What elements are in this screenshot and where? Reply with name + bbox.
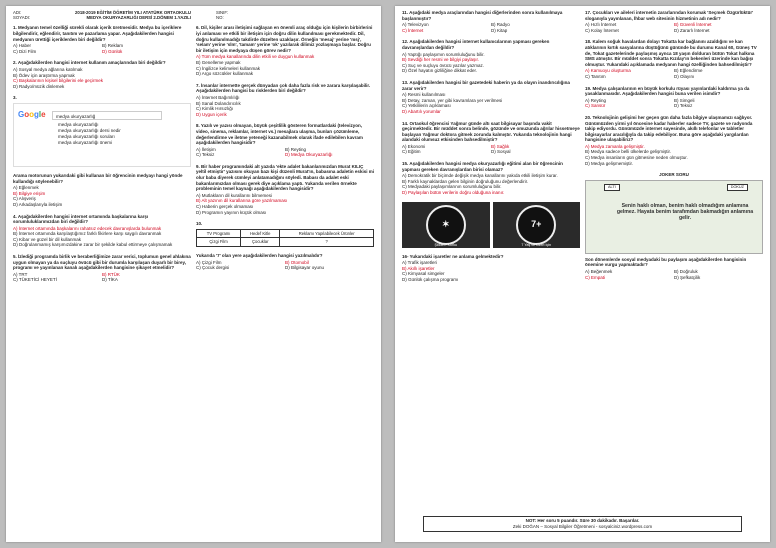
class-label: SINIF: — [216, 10, 229, 15]
option: C) Haberin gerçek olmaması — [196, 204, 254, 210]
options — [402, 22, 580, 33]
table-header-cell: TV Programı — [197, 229, 241, 238]
left-sign: ALTI — [604, 184, 620, 192]
age-caption: 7 Yaş ve Üzeri İçin — [521, 242, 552, 247]
option: C) Kibar ve güzel bir dil kullanmak — [13, 236, 82, 242]
table-cell: Çizgi Film — [197, 238, 241, 247]
joker-image — [585, 180, 763, 254]
question — [402, 254, 580, 283]
table-cell: Çocuklar — [241, 238, 280, 247]
option: C) Sansür — [585, 103, 606, 109]
name-label: ADI: — [13, 10, 22, 15]
option: B) Sanal Dolandırıcılık — [196, 100, 241, 106]
question-text: Arama motorunun yukarıdaki gibi kullanan bir öğrencinin medyayı hangi yönde kullandığı söylenebilir? — [13, 172, 183, 184]
surname-label: SOYADI: — [13, 15, 31, 21]
question — [196, 164, 374, 215]
suggestion: medya okuryazarlığı soruları — [58, 133, 115, 139]
option: D) Bilgisayar oyunu — [285, 265, 325, 271]
question-text: Yukarıda '7' olan yere aşağıdakilerden hangisi yazılmalıdır? — [196, 253, 323, 258]
option: A) İnternet ortamında başkalarını rahatsız edecek davranışlarda bulunmak — [13, 225, 162, 231]
question — [196, 221, 374, 247]
option: D) Medya Okuryazarlığı — [285, 152, 333, 158]
options — [402, 260, 580, 282]
question-text: 19. Medya çalışanlarının en büyük korkulu rüyası yayınlardaki kaldırma ya da yasaklanmasıdır. Aşağıdakilerden hangisi buna verilen isimdir? — [585, 85, 750, 97]
question — [13, 254, 191, 283]
option: C) Tanıtım — [585, 73, 606, 79]
violence-icon: ✶ — [426, 205, 466, 245]
school-title: 2018-2019 EĞİTİM ÖĞRETİM YILI ATATÜRK ORTAOKULU — [75, 10, 191, 15]
option: B) İnternet ortamında karşılaştığımız farklı fikirlere karşı saygılı davranmak — [13, 231, 162, 237]
question-text: 2. Aşağıdakilerden hangisi internet kullanım amaçlarından biri değildir? — [13, 60, 166, 66]
question — [13, 95, 191, 167]
suggestion: medya okuryazarlığı dersi nedir — [58, 127, 121, 133]
question — [196, 123, 374, 158]
question-text: 8. Yazılı ve yazısı olmayan, büyük çeşitlilik gösteren formatlardaki (televizyon, video, sinema, reklamlar, internet vs.) mesajlara ulaşma, bunları çözümleme, değerlendirme ve iletme yeteneği kazanabilmek olarak ifade edilebilen kavram aşağıdakilerden hangisidir? — [196, 123, 363, 146]
option: C) Teksiz — [196, 152, 215, 158]
option: B) Simgeli — [674, 97, 695, 103]
option: D) Olayını — [674, 73, 695, 79]
table-row — [197, 238, 374, 247]
option: B) Akıllı işaretler — [402, 265, 435, 271]
search-suggestions — [58, 122, 121, 146]
option: B) Güvenli İnternet — [674, 22, 712, 28]
right-sign: DOKUZ — [727, 184, 748, 192]
question-text: 15. Aşağıdakilerden hangisi medya okuryazarlığı eğitimi alan bir öğrencinin yapması gereken davranışlardan birisi olamaz? — [402, 161, 563, 172]
question — [13, 214, 191, 249]
option: D) Günlük — [102, 48, 123, 54]
logo-letter: e — [41, 109, 46, 119]
question-text: 16- Yukarıdaki işaretler ne anlama gelmektedir? — [402, 253, 504, 259]
option: C) Kimlik Hırsızlığı — [196, 106, 233, 112]
rating-symbols — [402, 202, 580, 248]
options — [13, 185, 191, 207]
logo-letter: g — [34, 109, 39, 119]
option: A) Beğenmek — [585, 269, 613, 275]
option: B) Sevdiği her resmi ve bilgiyi paylaşır. — [402, 57, 480, 63]
option: C) Yetkililerin açıklaması — [402, 103, 451, 109]
option: A) Sosyal medya ağlarına katılmak — [13, 66, 83, 72]
tv-program-table — [196, 229, 374, 247]
option: A) Reyting — [585, 97, 607, 103]
google-search-image — [13, 103, 191, 167]
question-text: Son dönemlerde sosyal medyadaki bu paylaşım aşağıdakilerden hangisinin önemine vurgu yapmaktadır? — [585, 256, 747, 268]
joker-title: JOKER SORU — [659, 172, 689, 178]
option: C) Çocuk dergisi — [196, 265, 230, 271]
option: C) Dizi Film — [13, 48, 37, 54]
page1-right-column — [196, 10, 374, 538]
option: C) Başkalarının kişisel bilgilerini ele geçirmek — [13, 78, 104, 84]
options — [585, 144, 763, 166]
question-text: 5. İzlediği programda birlik ve beraberliğimize zarar verici, toplumun genel ahlakına uygun olmayan ya da suçluyu övücü gibi bir durumla karşılaşan duyarlı bir birey, programı ve yayınlanan kanalı aşağıdakilerden hangisine şikayet etmelidir? — [13, 254, 191, 271]
questions-17-20 — [585, 10, 763, 166]
option: C) Alışveriş — [13, 196, 36, 202]
option: B) Radyo — [491, 22, 510, 28]
page-1 — [6, 6, 381, 542]
option: C) Suç ve suçluyu övücü yazılar yazmaz. — [402, 62, 485, 68]
option: C) İnternet — [402, 27, 424, 33]
option: D) TİKA — [102, 277, 118, 283]
question-text: 9. Bir haber programındaki alt yazıda 'ekte adalet bakanlarımızdan Murat KILIÇ yeltil etmiştir' yazısını okuyan bazı kişi düzenli Murat'ın, babasına adaletin eskisi mi olur baba diyerek cümleyi anlatamadığını söyledi. Babası da adalet eski bakanlarımızdan olması gerek diye açıklama yaptı. Yukarıda verilen örnekte probleminin temel kaynağı aşağıdakilerden hangisidir? — [196, 163, 374, 192]
option: A) İnternet Bağımlılığı — [196, 94, 240, 100]
option: D) Argo sözcükler kullanmak — [196, 71, 254, 77]
option: A) Haber — [13, 43, 32, 49]
question — [196, 83, 374, 118]
question-text: 4. Aşağıdakilerden hangisi internet ortamında başkalarına karşı sorumluluklarımızdan biri değildir? — [13, 213, 149, 225]
option: D) Uygun içerik — [196, 111, 227, 117]
option: C) Eğitim — [402, 149, 421, 155]
option: A) Kamuoyu oluşturma — [585, 68, 631, 74]
option: C) Medya insanların gün gitmesine neden olmuştur. — [585, 155, 688, 161]
question-text: 10. — [196, 221, 203, 227]
options — [585, 22, 763, 33]
page-2 — [395, 6, 770, 542]
option: B) Alt yazının dil kurallarına göre yazılmaması — [196, 198, 288, 204]
option: D) Arkadaşlarıyla iletişim — [13, 201, 63, 207]
question — [585, 86, 763, 109]
suggestion: medya okuryazarlığı — [58, 121, 99, 127]
footer-line-2: Zeki DOĞAN – Sosyal Bilgiler Öğretmeni - sosyalciniz.wordpress.com — [512, 524, 653, 529]
page2-left-column — [402, 10, 580, 538]
options — [13, 67, 191, 89]
option: D) Zararlı İnternet — [674, 27, 710, 33]
option: A) Resmi kullanılması — [402, 92, 446, 98]
question-text: 11. Aşağıdaki medya araçlarından hangisi diğerlerinden sonra kullanılmaya başlanmıştır? — [402, 10, 563, 21]
no-label: NO: — [216, 15, 224, 21]
option: A) Televizyon — [402, 22, 429, 28]
options — [13, 226, 191, 248]
option: D) Paylaşılan bütün verilerin doğru olduğuna inanır. — [402, 190, 505, 196]
google-logo — [18, 109, 46, 119]
footer-line-1: NOT: Her soru 5 puandır. Süre 30 dakikadır. Başarılar. — [525, 518, 640, 523]
option: B) Detay, zaman, yer gibi kavramlara yer verilmesi — [402, 97, 503, 103]
question — [196, 25, 374, 76]
search-box: medya okuryazarlığ — [52, 111, 162, 120]
option: A) Medya zamanla gelişmiştir. — [585, 143, 645, 149]
option: D) Abartılı yorumlar — [402, 108, 441, 114]
option: C) Kimyasal simgeler — [402, 271, 445, 277]
options — [196, 95, 374, 117]
question — [402, 80, 580, 115]
option: B) Sağlık — [491, 143, 510, 149]
options — [196, 54, 374, 76]
option: B) Ödev için araştırma yapmak — [13, 72, 75, 78]
option: C) TÜKETİCİ HEYETİ — [13, 277, 57, 283]
option: C) İngilizce kelimeleri kullanmak — [196, 65, 261, 71]
options — [585, 68, 763, 79]
question — [585, 10, 763, 33]
age-rating-icon: 7+ — [516, 205, 556, 245]
exam-title: MEDYA OKURYAZARLIĞI DERSİ 2.DÖNEM 1.YAZILI — [86, 15, 191, 21]
option: B) Reklam — [102, 43, 124, 49]
questions-1-5 — [13, 25, 191, 283]
options — [196, 260, 374, 271]
option: D) Programın yayının küçük olması — [196, 209, 267, 215]
question-text: 18. Kalem soğuk havalardan dolayı Tokatta kar bağlanını azaldığını ve kan atıklarının kırtık sasyalarına düştüğünü gününde bu durumu Kanal 60, Güneş TV de, Tokat gazetelerinde paylaşmış aynca 18 yaşın dolduran bütün Tokat halkına SMS atmıştır. Bir müddet sonra Tokatta Kızılay'ın bekenleri üzerinde kan bağışı olmuştur. Yukarıdaki açıklamada medyanın hangi özelliğinden bahsedilmiştir? — [585, 39, 757, 67]
options — [13, 43, 191, 54]
option: C) Medyadaki paylaşımlarının sorumluluğunu bilir. — [402, 184, 502, 190]
option: D) Doğrulanmamış karşımızdakine zarar bir şekilde kabul ettirmeye çalışmamak — [13, 242, 173, 248]
joker-options — [585, 269, 763, 280]
table-cell: ? — [280, 238, 374, 247]
question — [585, 39, 763, 79]
option: D) Medya gelişmemiştir. — [585, 160, 634, 166]
option: B) Bilgiye erişim — [13, 190, 46, 196]
question-text: 20. Teknolojinin gelişimi her geçen gün daha fazla bilgiye ulaşmamızı sağlıyor. Günümüzden yirmi yıl öncesine kadar haberler sadece TV, gazete ve radyonda takip ediyordu. Günümüzde internet sayesinde, akıllı telefonlar ve tabletler bilgisayarlar aracılığıyla da takip edebiliyor. Buna göre aşağıdaki yargılardan hangisine ulaşabiliriz? — [585, 114, 753, 143]
question — [402, 10, 580, 33]
age-rating-image — [493, 202, 581, 248]
logo-letter: o — [29, 109, 35, 119]
options — [585, 98, 763, 109]
joker-quote: Senin haklı olman, benim haklı olmadığım anlamına gelmez. Hayata benim tarafımdan bakmadığın anlamına gelir. — [616, 202, 754, 222]
table-header-row — [197, 229, 374, 238]
option: C) Empati — [585, 274, 606, 280]
question-text: 17. Çocukları ve aileleri internetin zararlarından korumak 'Seçmek Özgürlüktür' sloganıyla yayınlanan, İhbar web sitesinin hizmetinin adı nedir? — [585, 10, 754, 21]
option: B) Eğlendirme — [674, 68, 703, 74]
option: D) Teksiz — [674, 103, 693, 109]
questions-6-10 — [196, 25, 374, 270]
option: B) Reyting — [285, 146, 307, 152]
question-text: 3. — [13, 95, 17, 101]
page1-left-column — [13, 10, 191, 538]
exam-header — [13, 10, 191, 20]
logo-letter: l — [38, 109, 42, 119]
option: D) Özel hayatın gizliliğine dikkat eder. — [402, 68, 478, 74]
question — [402, 161, 580, 196]
question — [13, 60, 191, 89]
question-text: 12. Aşağıdakilerden hangisi internet kullanıcılarının yapması gereken davranışlardan değildir? — [402, 39, 550, 50]
option: A) Eğlenmek — [13, 185, 39, 191]
option: B) Doğruluk — [674, 269, 698, 275]
table-header-cell: Hedef Kitle — [241, 229, 280, 238]
option: A) Demokratik bir biçimde değişik medya kanallarını yakıda etkili iletişim kurar. — [402, 173, 558, 179]
question-text: 13. Aşağıdakilerden hangisi bir gazetedeki haberin ya da olayın inandırıcılığına zarar verir? — [402, 79, 570, 91]
option: A) Tüm medya kanallarında dilin etkili ve duygun kullanmak — [196, 54, 315, 60]
option: A) İletişim — [196, 146, 216, 152]
option: A) Çizgi Film — [196, 259, 222, 265]
question — [402, 202, 580, 248]
question — [402, 121, 580, 156]
option: B) RTÜK — [102, 271, 120, 277]
option: D) Şefkatçilik — [674, 274, 701, 280]
option: C) Kolay İnternet — [585, 27, 619, 33]
violence-caption: Şiddet / Korku — [434, 242, 458, 247]
option: B) Otomobil — [285, 259, 309, 265]
option: D) Radyo/müzik dinlemek — [13, 83, 65, 89]
question — [585, 115, 763, 166]
option: A) Trafik işaretleri — [402, 260, 438, 266]
options — [13, 272, 191, 283]
questions-11-16 — [402, 10, 580, 283]
option: A) Mutlakların dil kurallarını bilmemesi — [196, 192, 273, 198]
option: A) Yaptığı paylaşımın sorumluluğunu bilir. — [402, 51, 485, 57]
options — [196, 147, 374, 158]
question-text: 14. Ortaokul öğrencisi Yağmur günde altı saat bilgisayar başında vakit geçirmektedir. Bir müddet sonra belinde, gözünde ve omuzunda ağrılar hissetmeye başlayan Yağmur doktora gitmek zorunda kalmıştır. Yukarıda teknolojinin hangi alandaki olumsuz etkisinden bahsedilmiştir? — [402, 120, 580, 143]
question-text: 1. Medyanın temel özelliği sürekli olarak içerik üretmesidir. Medya bu içeriklere bilgilendirir, eğlendirir, tanıtım ve pazarlama yapar. Aşağıdakilerden hangisi medyanın ürettiği içeriklerden biri değildir? — [13, 25, 182, 42]
option: A) Ekonomi — [402, 143, 426, 149]
options — [196, 193, 374, 215]
joker-question — [585, 257, 763, 280]
logo-letter: o — [24, 109, 30, 119]
question — [402, 39, 580, 74]
option: A) TRT — [13, 271, 28, 277]
question-text: 7. İnsanlar internette gerçek dünyadan çok daha fazla risk ve zarara karşılaşabilir. Aşağıdakilerden hangisi bu risklerden biri değildir? — [196, 82, 371, 94]
options — [402, 144, 580, 155]
page2-right-column — [585, 10, 763, 538]
option: D) Kitap — [491, 27, 508, 33]
options — [402, 92, 580, 114]
option: A) Hızlı İnternet — [585, 22, 617, 28]
option: B) Farklı kaynaklardan gelen bilginin doğruluğunu değerlendirir. — [402, 178, 529, 184]
question — [13, 25, 191, 54]
question — [13, 173, 191, 208]
exam-header-right — [196, 10, 374, 20]
question — [196, 253, 374, 271]
question-text: 6. Dil, kişiler arası iletişimi sağlayan en önemli araç olduğu için kişilerin birbirlerini iyi anlaması ve etkili bir iletişim için doğru dilin kullanılması gerekmektedir. Dil, doğru kullanılmadığı takdirde düzelten uzaklaşır. Örneğin 'mesaj' yerine 'msj', 'selam' yerine 'slm', 'tamam' yerine 'ok' yazılarak dilimiz yozlaşmaya başlar. Doğru bir iletişim için medyaya düşen görev nedir? — [196, 25, 373, 53]
footer-note — [423, 516, 742, 532]
option: B) Medya sadece belli ülkelerde gelişmiştir. — [585, 149, 672, 155]
option: B) Genelleme yapmak — [196, 59, 241, 65]
table-header-cell: Reklamı Yapılabilecek Ürünler — [280, 229, 374, 238]
suggestion: medya okuryazarlığı önemi — [58, 139, 113, 145]
option: D) Sosyal — [491, 149, 511, 155]
options — [402, 52, 580, 74]
violence-rating-image — [402, 202, 490, 248]
option: D) Günlük çalışma programı — [402, 277, 459, 282]
options — [402, 173, 580, 195]
logo-letter: G — [18, 109, 25, 119]
